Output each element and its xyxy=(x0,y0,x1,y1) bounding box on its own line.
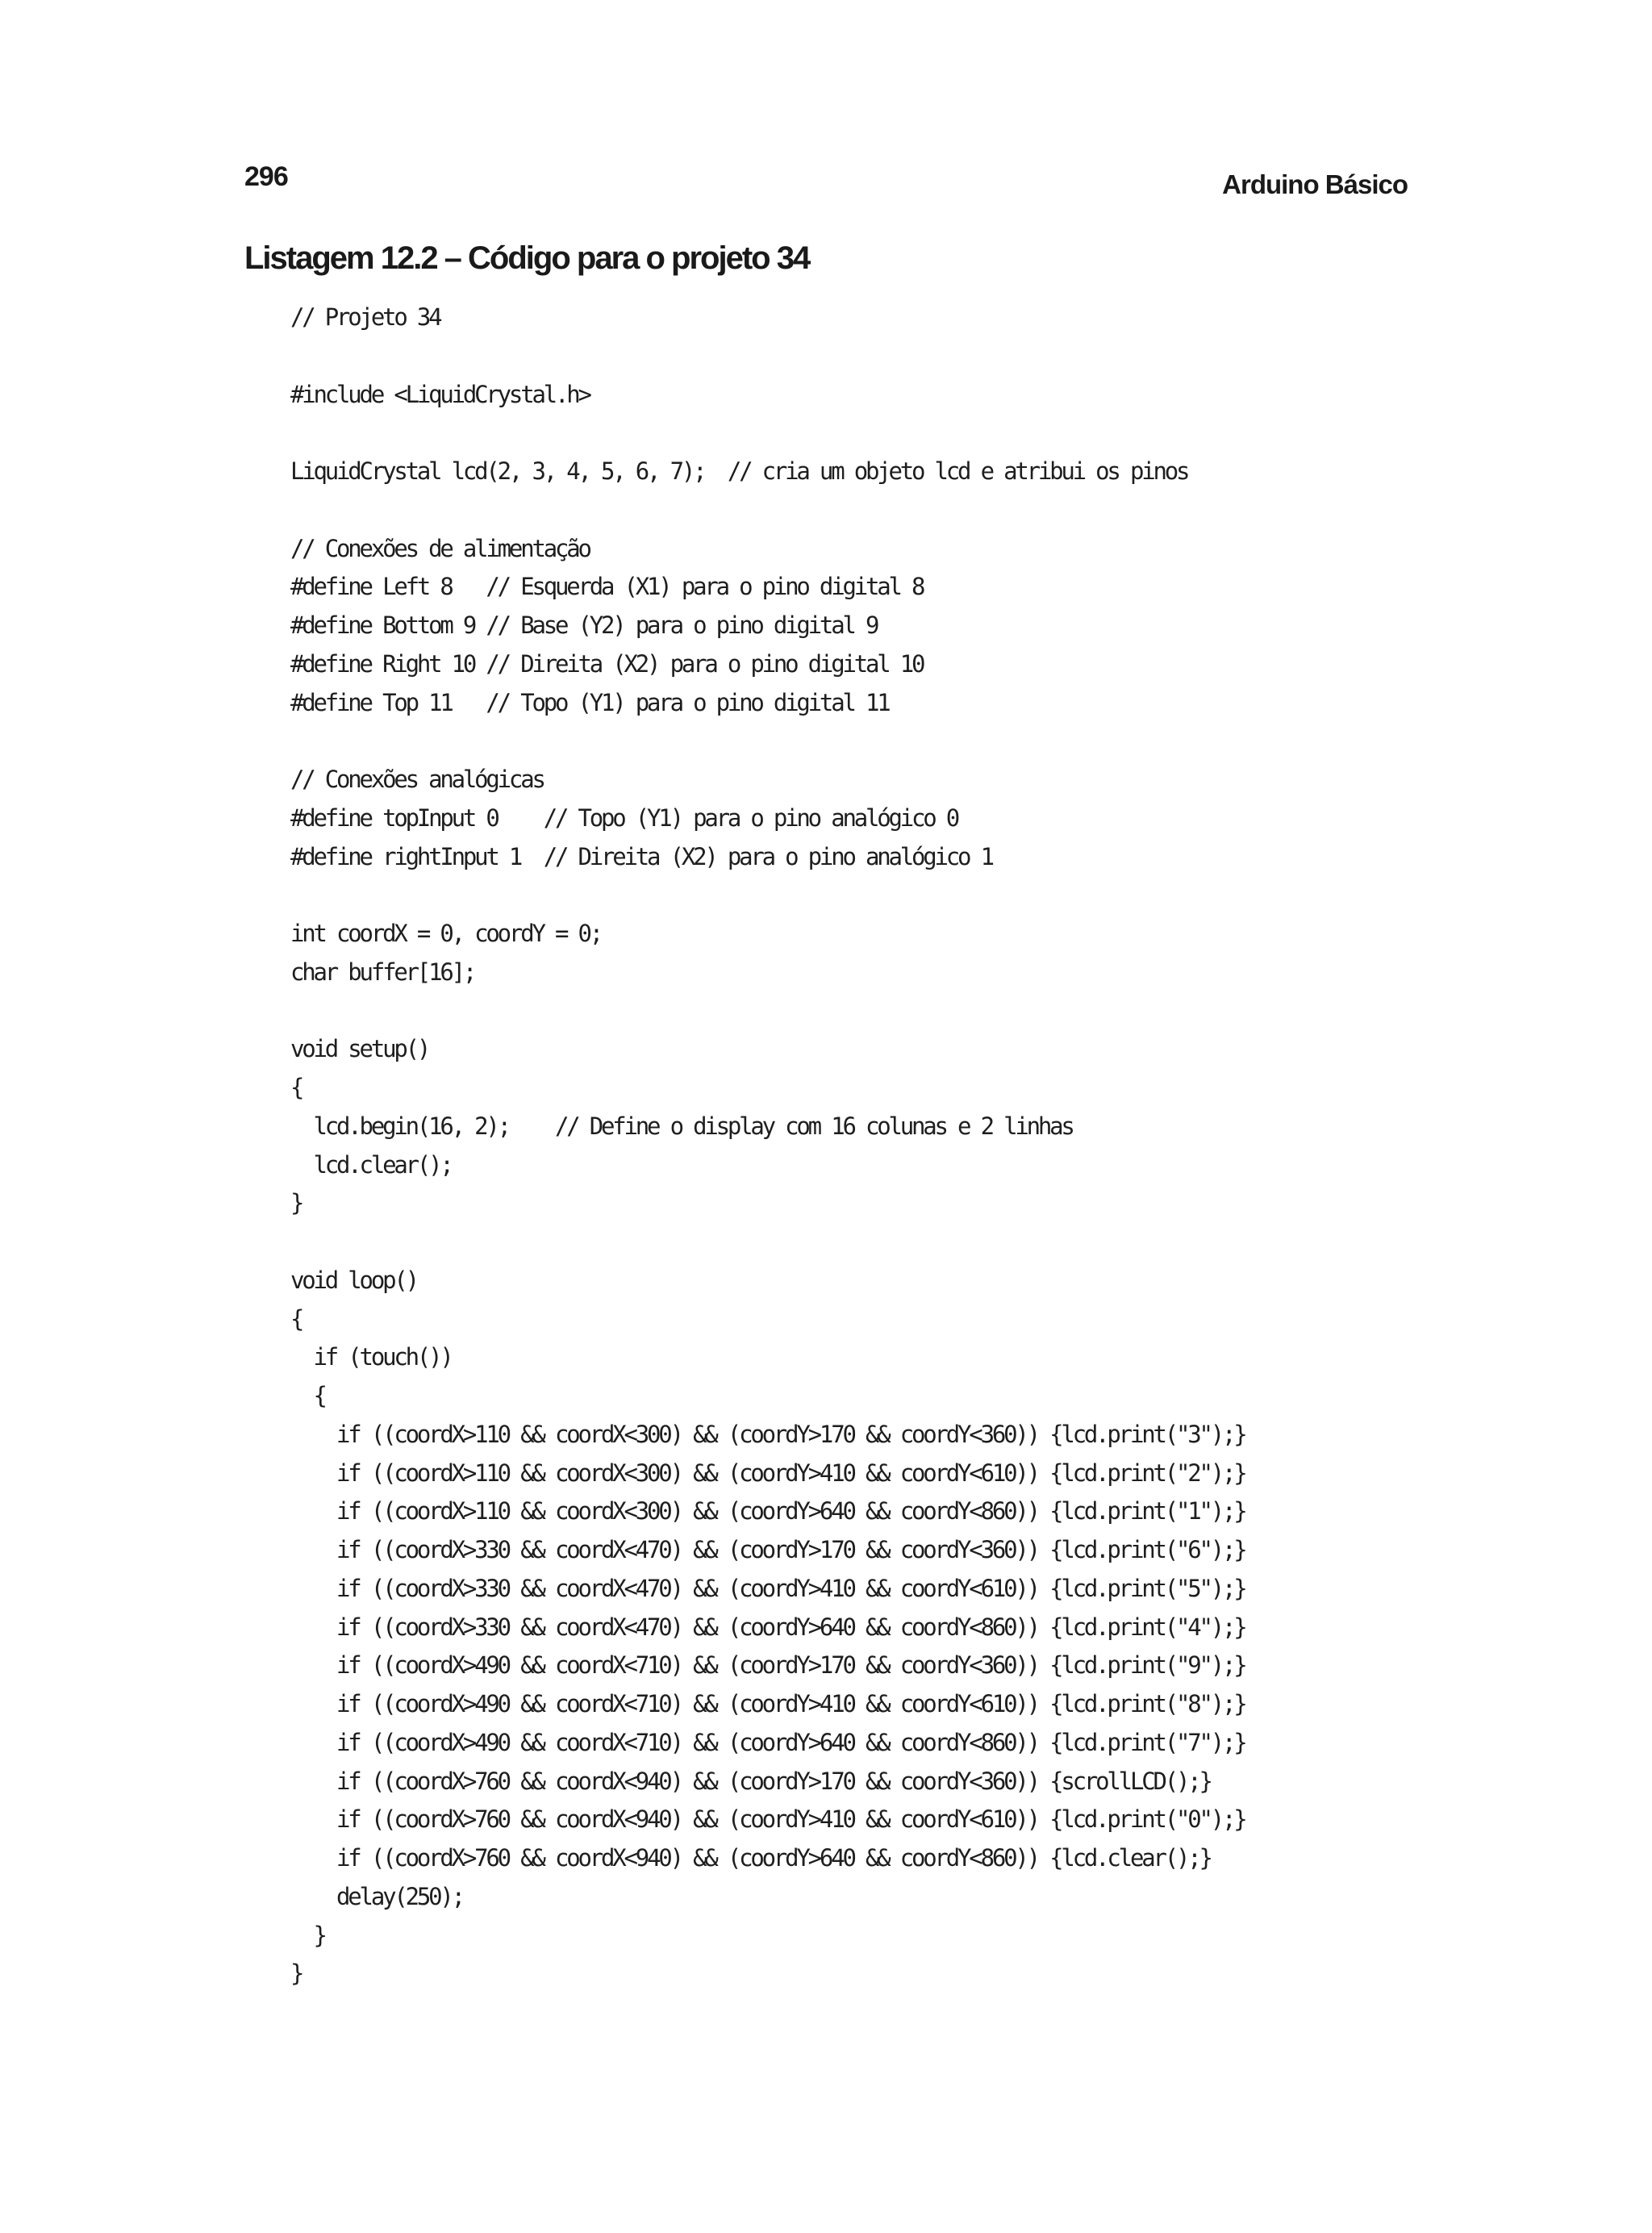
code-line xyxy=(290,722,1245,761)
code-line: if ((coordX>110 && coordX<300) && (coordY>410 && coordY<610)) {lcd.print("2");} xyxy=(290,1459,1245,1487)
code-line: #include <LiquidCrystal.h> xyxy=(290,380,590,408)
code-line xyxy=(290,1223,1245,1262)
listing-caption: Listagem 12.2 – Código para o projeto 34 xyxy=(244,240,810,276)
code-line: if ((coordX>490 && coordX<710) && (coordY>410 && coordY<610)) {lcd.print("8");} xyxy=(290,1690,1245,1718)
code-line: if ((coordX>760 && coordX<940) && (coordY>640 && coordY<860)) {lcd.clear();} xyxy=(290,1844,1211,1872)
code-line: void loop() xyxy=(290,1266,417,1294)
code-line xyxy=(290,491,1245,530)
code-line: lcd.begin(16, 2); // Define o display com 16 colunas e 2 linhas xyxy=(290,1112,1073,1140)
running-title: Arduino Básico xyxy=(1222,169,1408,199)
code-line: if ((coordX>110 && coordX<300) && (coordY>640 && coordY<860)) {lcd.print("1");} xyxy=(290,1497,1245,1526)
code-line: int coordX = 0, coordY = 0; xyxy=(290,920,602,947)
code-line: #define rightInput 1 // Direita (X2) para o pino analógico 1 xyxy=(290,842,992,870)
code-line xyxy=(290,414,1245,453)
code-line: if ((coordX>490 && coordX<710) && (coordY>170 && coordY<360)) {lcd.print("9");} xyxy=(290,1651,1245,1680)
code-line: if ((coordX>110 && coordX<300) && (coordY>170 && coordY<360)) {lcd.print("3");} xyxy=(290,1420,1245,1448)
code-line xyxy=(290,992,1245,1031)
code-line: } xyxy=(290,1960,302,1988)
code-line: LiquidCrystal lcd(2, 3, 4, 5, 6, 7); // cria um objeto lcd e atribui os pinos xyxy=(290,457,1188,485)
code-line: // Projeto 34 xyxy=(290,303,440,331)
code-line: } xyxy=(290,1921,325,1949)
code-line: if ((coordX>330 && coordX<470) && (coordY>410 && coordY<610)) {lcd.print("5");} xyxy=(290,1574,1245,1602)
code-line: #define Bottom 9 // Base (Y2) para o pino digital 9 xyxy=(290,611,878,639)
code-line: delay(250); xyxy=(290,1882,463,1910)
code-line: { xyxy=(290,1382,325,1409)
page-number: 296 xyxy=(244,161,288,192)
code-line: // Conexões de alimentação xyxy=(290,534,590,562)
code-line: #define Right 10 // Direita (X2) para o pino digital 10 xyxy=(290,649,924,678)
code-line: if ((coordX>330 && coordX<470) && (coordY>640 && coordY<860)) {lcd.print("4");} xyxy=(290,1613,1245,1641)
code-listing xyxy=(290,298,1245,1993)
code-line: if (touch()) xyxy=(290,1343,452,1371)
code-line: void setup() xyxy=(290,1035,429,1063)
code-line xyxy=(290,337,1245,376)
code-line: } xyxy=(290,1189,302,1217)
code-line: lcd.clear(); xyxy=(290,1150,452,1179)
code-line: if ((coordX>490 && coordX<710) && (coordY>640 && coordY<860)) {lcd.print("7");} xyxy=(290,1728,1245,1756)
code-line: char buffer[16]; xyxy=(290,958,475,986)
code-line xyxy=(290,876,1245,915)
code-line: { xyxy=(290,1304,302,1333)
code-line: if ((coordX>760 && coordX<940) && (coordY>410 && coordY<610)) {lcd.print("0");} xyxy=(290,1805,1245,1834)
code-line: #define topInput 0 // Topo (Y1) para o pino analógico 0 xyxy=(290,803,958,832)
code-line: { xyxy=(290,1074,302,1101)
code-line: if ((coordX>760 && coordX<940) && (coordY>170 && coordY<360)) {scrollLCD();} xyxy=(290,1767,1211,1795)
code-line: if ((coordX>330 && coordX<470) && (coordY>170 && coordY<360)) {lcd.print("6");} xyxy=(290,1536,1245,1563)
code-line: #define Top 11 // Topo (Y1) para o pino digital 11 xyxy=(290,688,889,716)
code-line: // Conexões analógicas xyxy=(290,766,544,793)
code-line: #define Left 8 // Esquerda (X1) para o pino digital 8 xyxy=(290,573,924,601)
